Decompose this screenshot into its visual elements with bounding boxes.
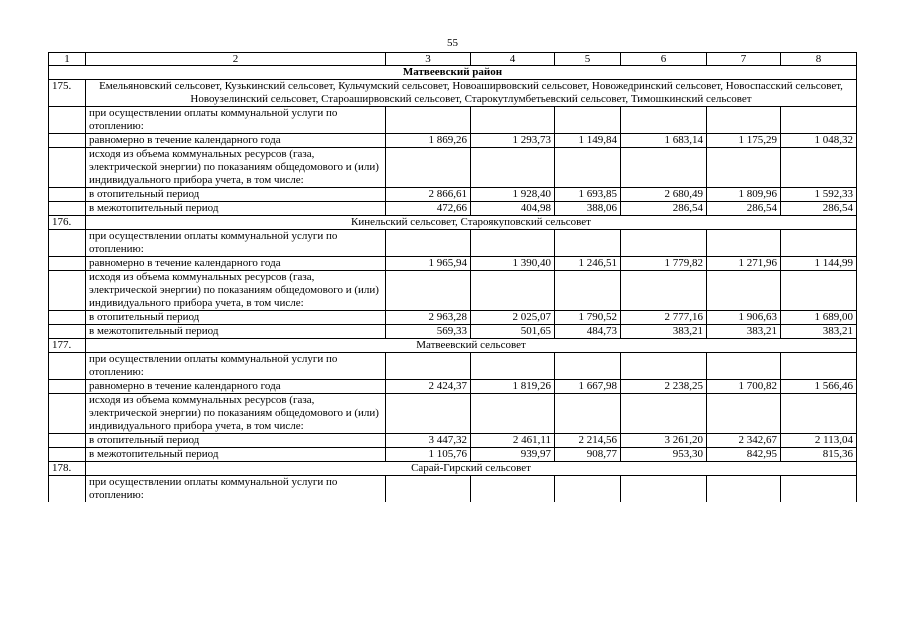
value-cell: 286,54 <box>621 202 707 216</box>
table-row <box>49 434 857 448</box>
table-row <box>49 271 857 311</box>
value-cell: 2 238,25 <box>621 380 707 394</box>
table-row <box>49 325 857 339</box>
value-cell: 1 105,76 <box>386 448 471 462</box>
value-cell: 2 963,28 <box>386 311 471 325</box>
value-cell: 484,73 <box>555 325 621 339</box>
value-cell: 1 869,26 <box>386 134 471 148</box>
table-row <box>49 380 857 394</box>
row-label: в межотопительный период <box>86 202 386 216</box>
table-row <box>49 394 857 434</box>
value-cell: 501,65 <box>471 325 555 339</box>
column-header-5: 5 <box>555 53 621 66</box>
entry-title-row <box>49 339 857 353</box>
value-cell: 3 447,32 <box>386 434 471 448</box>
table-row <box>49 257 857 271</box>
value-cell: 1 809,96 <box>707 188 781 202</box>
row-label: в отопительный период <box>86 311 386 325</box>
entry-title: Сарай-Гирский сельсовет <box>86 462 857 476</box>
row-label: в межотопительный период <box>86 448 386 462</box>
entry-title: Кинельский сельсовет, Староякуповский сельсовет <box>86 216 857 230</box>
table-row <box>49 148 857 188</box>
column-number-row <box>49 53 857 66</box>
value-cell: 3 261,20 <box>621 434 707 448</box>
value-cell: 1 246,51 <box>555 257 621 271</box>
value-cell: 569,33 <box>386 325 471 339</box>
column-header-4: 4 <box>471 53 555 66</box>
entry-number: 177. <box>49 339 86 353</box>
value-cell: 1 175,29 <box>707 134 781 148</box>
table-row <box>49 476 857 503</box>
row-label: равномерно в течение календарного года <box>86 380 386 394</box>
value-cell: 404,98 <box>471 202 555 216</box>
value-cell: 1 592,33 <box>781 188 857 202</box>
value-cell: 1 271,96 <box>707 257 781 271</box>
value-cell: 2 680,49 <box>621 188 707 202</box>
value-cell: 2 113,04 <box>781 434 857 448</box>
table-row <box>49 311 857 325</box>
row-label: исходя из объема коммунальных ресурсов (газа, электрической энергии) по показаниям общедомового и (или) индивидуального прибора учета, в том числе: <box>86 148 386 188</box>
value-cell: 1 790,52 <box>555 311 621 325</box>
value-cell: 1 390,40 <box>471 257 555 271</box>
value-cell: 939,97 <box>471 448 555 462</box>
row-label: равномерно в течение календарного года <box>86 257 386 271</box>
value-cell: 383,21 <box>781 325 857 339</box>
entry-title-row <box>49 80 857 107</box>
value-cell: 953,30 <box>621 448 707 462</box>
row-label: при осуществлении оплаты коммунальной услуги по отоплению: <box>86 230 386 257</box>
row-label: при осуществлении оплаты коммунальной услуги по отоплению: <box>86 353 386 380</box>
value-cell: 1 566,46 <box>781 380 857 394</box>
value-cell: 1 048,32 <box>781 134 857 148</box>
row-label: исходя из объема коммунальных ресурсов (газа, электрической энергии) по показаниям общедомового и (или) индивидуального прибора учета, в том числе: <box>86 394 386 434</box>
row-label: в отопительный период <box>86 434 386 448</box>
column-header-8: 8 <box>781 53 857 66</box>
value-cell: 388,06 <box>555 202 621 216</box>
table-row <box>49 134 857 148</box>
value-cell: 2 424,37 <box>386 380 471 394</box>
row-label: в межотопительный период <box>86 325 386 339</box>
table-row <box>49 230 857 257</box>
district-row <box>49 66 857 80</box>
value-cell: 1 149,84 <box>555 134 621 148</box>
value-cell: 2 866,61 <box>386 188 471 202</box>
entry-title: Емельяновский сельсовет, Кузькинский сельсовет, Кульчумский сельсовет, Новоаширвовский сельсовет, Новожедринский сельсовет, Новоспасский сельсовет, Новоузелинский сельсовет, Староаширвовский сельсовет, Старокутлумбетьевский сельсовет, Тимошкинский сельсовет <box>86 80 857 107</box>
value-cell: 1 144,99 <box>781 257 857 271</box>
value-cell: 383,21 <box>707 325 781 339</box>
table-row <box>49 353 857 380</box>
value-cell: 383,21 <box>621 325 707 339</box>
value-cell: 1 667,98 <box>555 380 621 394</box>
value-cell: 1 965,94 <box>386 257 471 271</box>
table-row <box>49 202 857 216</box>
row-label: при осуществлении оплаты коммунальной услуги по отоплению: <box>86 107 386 134</box>
entry-number: 175. <box>49 80 86 107</box>
value-cell: 1 779,82 <box>621 257 707 271</box>
value-cell: 1 689,00 <box>781 311 857 325</box>
value-cell: 1 700,82 <box>707 380 781 394</box>
entry-number: 176. <box>49 216 86 230</box>
value-cell: 908,77 <box>555 448 621 462</box>
value-cell: 2 342,67 <box>707 434 781 448</box>
value-cell: 815,36 <box>781 448 857 462</box>
table-row <box>49 107 857 134</box>
value-cell: 1 683,14 <box>621 134 707 148</box>
district-title: Матвеевский район <box>49 66 857 80</box>
value-cell: 2 025,07 <box>471 311 555 325</box>
tariff-table <box>48 52 857 502</box>
value-cell: 286,54 <box>781 202 857 216</box>
value-cell: 2 214,56 <box>555 434 621 448</box>
row-label: при осуществлении оплаты коммунальной услуги по отоплению: <box>86 476 386 503</box>
value-cell: 842,95 <box>707 448 781 462</box>
column-header-3: 3 <box>386 53 471 66</box>
entry-title-row <box>49 216 857 230</box>
column-header-2: 2 <box>86 53 386 66</box>
value-cell: 1 906,63 <box>707 311 781 325</box>
column-header-7: 7 <box>707 53 781 66</box>
value-cell: 1 293,73 <box>471 134 555 148</box>
table-row <box>49 188 857 202</box>
value-cell: 1 693,85 <box>555 188 621 202</box>
value-cell: 2 461,11 <box>471 434 555 448</box>
row-label: в отопительный период <box>86 188 386 202</box>
table-row <box>49 448 857 462</box>
value-cell: 2 777,16 <box>621 311 707 325</box>
value-cell: 1 928,40 <box>471 188 555 202</box>
column-header-1: 1 <box>49 53 86 66</box>
value-cell: 1 819,26 <box>471 380 555 394</box>
column-header-6: 6 <box>621 53 707 66</box>
entry-number: 178. <box>49 462 86 476</box>
page-number: 55 <box>447 37 458 49</box>
row-label: равномерно в течение календарного года <box>86 134 386 148</box>
value-cell: 286,54 <box>707 202 781 216</box>
entry-title: Матвеевский сельсовет <box>86 339 857 353</box>
row-label: исходя из объема коммунальных ресурсов (газа, электрической энергии) по показаниям общедомового и (или) индивидуального прибора учета, в том числе: <box>86 271 386 311</box>
entry-title-row <box>49 462 857 476</box>
value-cell: 472,66 <box>386 202 471 216</box>
